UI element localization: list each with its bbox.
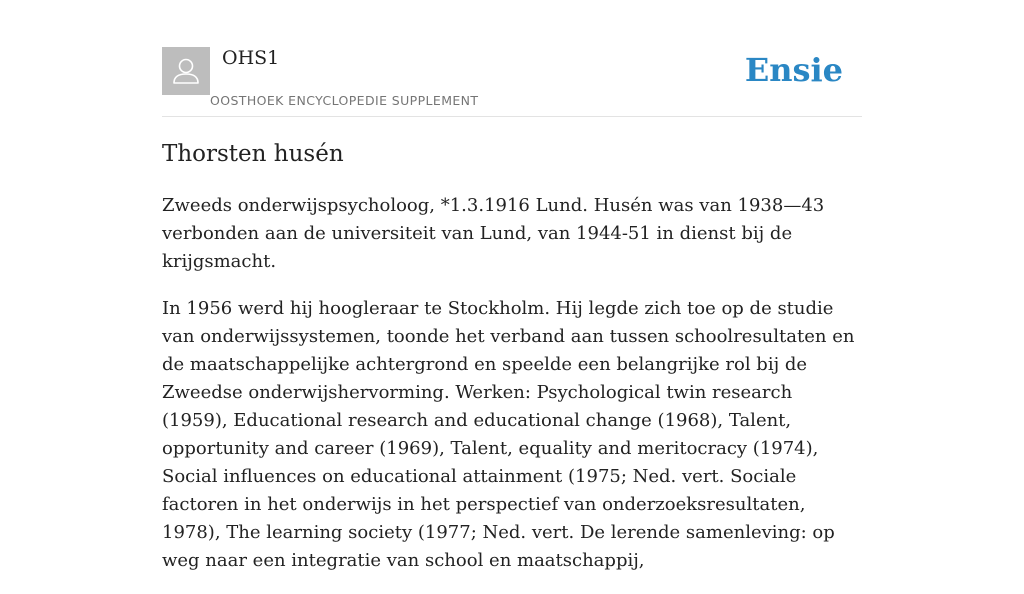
ensie-logo-link[interactable]: Ensie <box>744 51 843 89</box>
article-title: Thorsten husén <box>162 141 344 167</box>
source-name: OOSTHOEK ENCYCLOPEDIE SUPPLEMENT <box>210 93 479 108</box>
source-header <box>162 46 862 117</box>
article-paragraph: Zweeds onderwijspsycholoog, *1.3.1916 Lund. Husén was van 1938—43 verbonden aan de universiteit van Lund, van 1944-51 in dienst bij de krijgsmacht. <box>162 195 825 272</box>
article-paragraph: In 1956 werd hij hoogleraar te Stockholm. Hij legde zich toe op de studie van onderwijssystemen, toonde het verband aan tussen schoolresultaten en de maatschappelijke achtergrond en speelde een belangrijke rol bij de Zweedse onderwijshervorming. Werken: Psychological twin research (1959), Educational research and educational change (1968), Talent, opportunity and career (1969), Talent, equality and meritocracy (1974), Social influences on educational attainment (1975; Ned. vert. Sociale factoren in het onderwijs in het perspectief van onderzoeksresultaten, 1978), The learning society (1977; Ned. vert. De lerende samenleving: op weg naar een integratie van school en maatschappij, <box>162 298 855 571</box>
user-avatar-icon[interactable] <box>162 47 210 95</box>
article-body <box>162 192 862 594</box>
source-code-link[interactable]: OHS1 <box>222 47 280 69</box>
